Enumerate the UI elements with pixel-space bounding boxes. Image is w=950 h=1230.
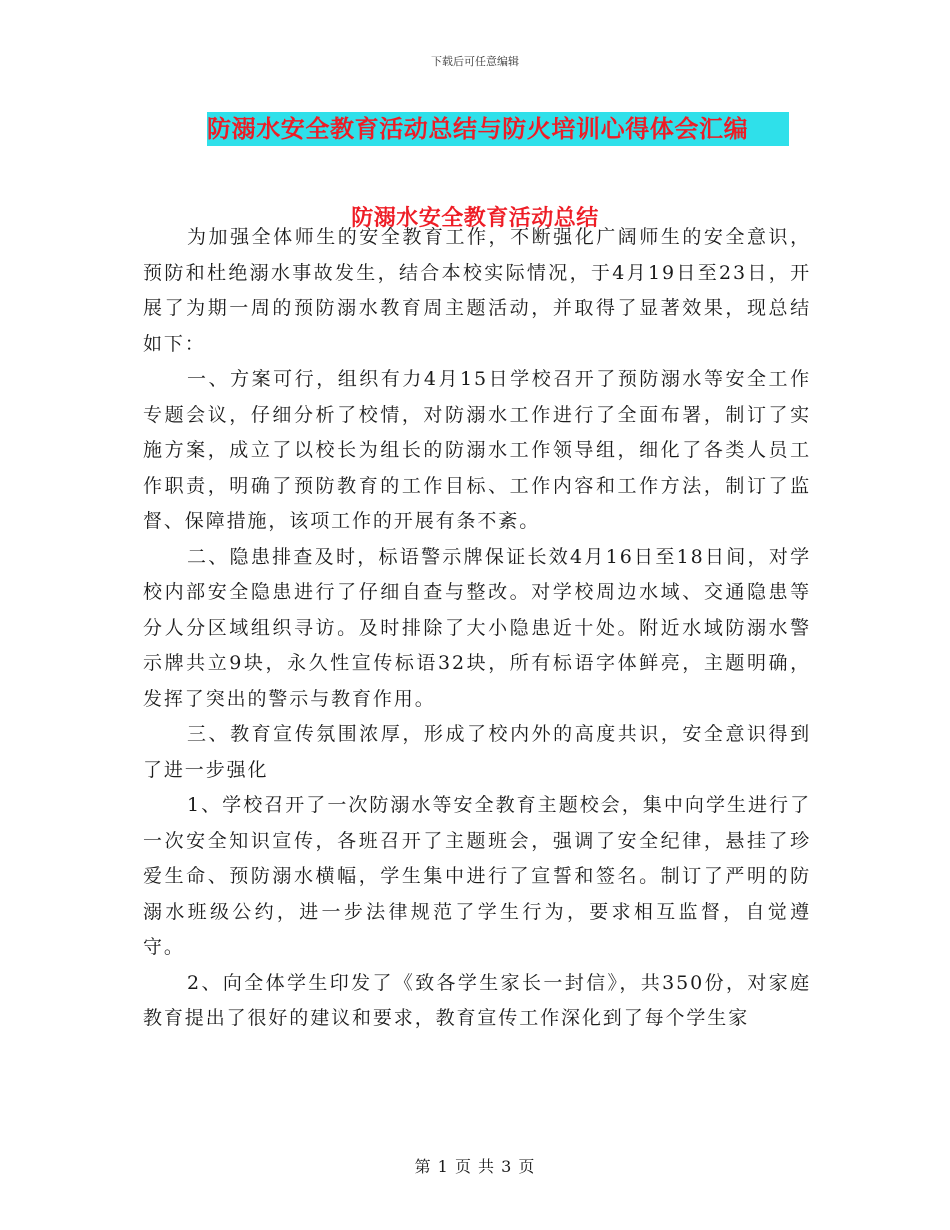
page-number-footer: 第 1 页 共 3 页 <box>414 1157 536 1176</box>
paragraph-section-3: 三、教育宣传氛围浓厚，形成了校内外的高度共识，安全意识得到了进一步强化 <box>143 723 811 781</box>
paragraph-item-1: 1、学校召开了一次防溺水等安全教育主题校会，集中向学生进行了一次安全知识宣传，各班召开了主题班会，强调了安全纪律，悬挂了珍爱生命、预防溺水横幅，学生集中进行了宣誓和签名。制订了严明的防溺水班级公约，进一步法律规范了学生行为，要求相互监督，自觉遵守。 <box>143 794 811 958</box>
main-title-highlight <box>207 112 789 146</box>
main-title: 防溺水安全教育活动总结与防火培训心得体会汇编 <box>207 115 749 143</box>
document-body <box>143 220 811 1037</box>
section-title: 防溺水安全教育活动总结 <box>351 206 599 231</box>
paragraph-section-1: 一、方案可行，组织有力4月15日学校召开了预防溺水等安全工作专题会议，仔细分析了校情，对防溺水工作进行了全面布署，制订了实施方案，成立了以校长为组长的防溺水工作领导组，细化了各类人员工作职责，明确了预防教育的工作目标、工作内容和工作方法，制订了监督、保障措施，该项工作的开展有条不紊。 <box>143 368 811 532</box>
paragraph-section-2: 二、隐患排查及时，标语警示牌保证长效4月16日至18日间，对学校内部安全隐患进行了仔细自查与整改。对学校周边水域、交通隐患等分人分区域组织寻访。及时排除了大小隐患近十处。附近水域防溺水警示牌共立9块，永久性宣传标语32块，所有标语字体鲜亮，主题明确，发挥了突出的警示与教育作用。 <box>143 545 811 710</box>
header-note: 下载后可任意编辑 <box>431 55 519 68</box>
paragraph-item-2: 2、向全体学生印发了《致各学生家长一封信》，共350份，对家庭教育提出了很好的建议和要求，教育宣传工作深化到了每个学生家 <box>143 971 811 1029</box>
paragraph-intro: 为加强全体师生的安全教育工作，不断强化广阔师生的安全意识，预防和杜绝溺水事故发生，结合本校实际情况，于4月19日至23日，开展了为期一周的预防溺水教育周主题活动，并取得了显著效果，现总结如下： <box>143 226 811 355</box>
